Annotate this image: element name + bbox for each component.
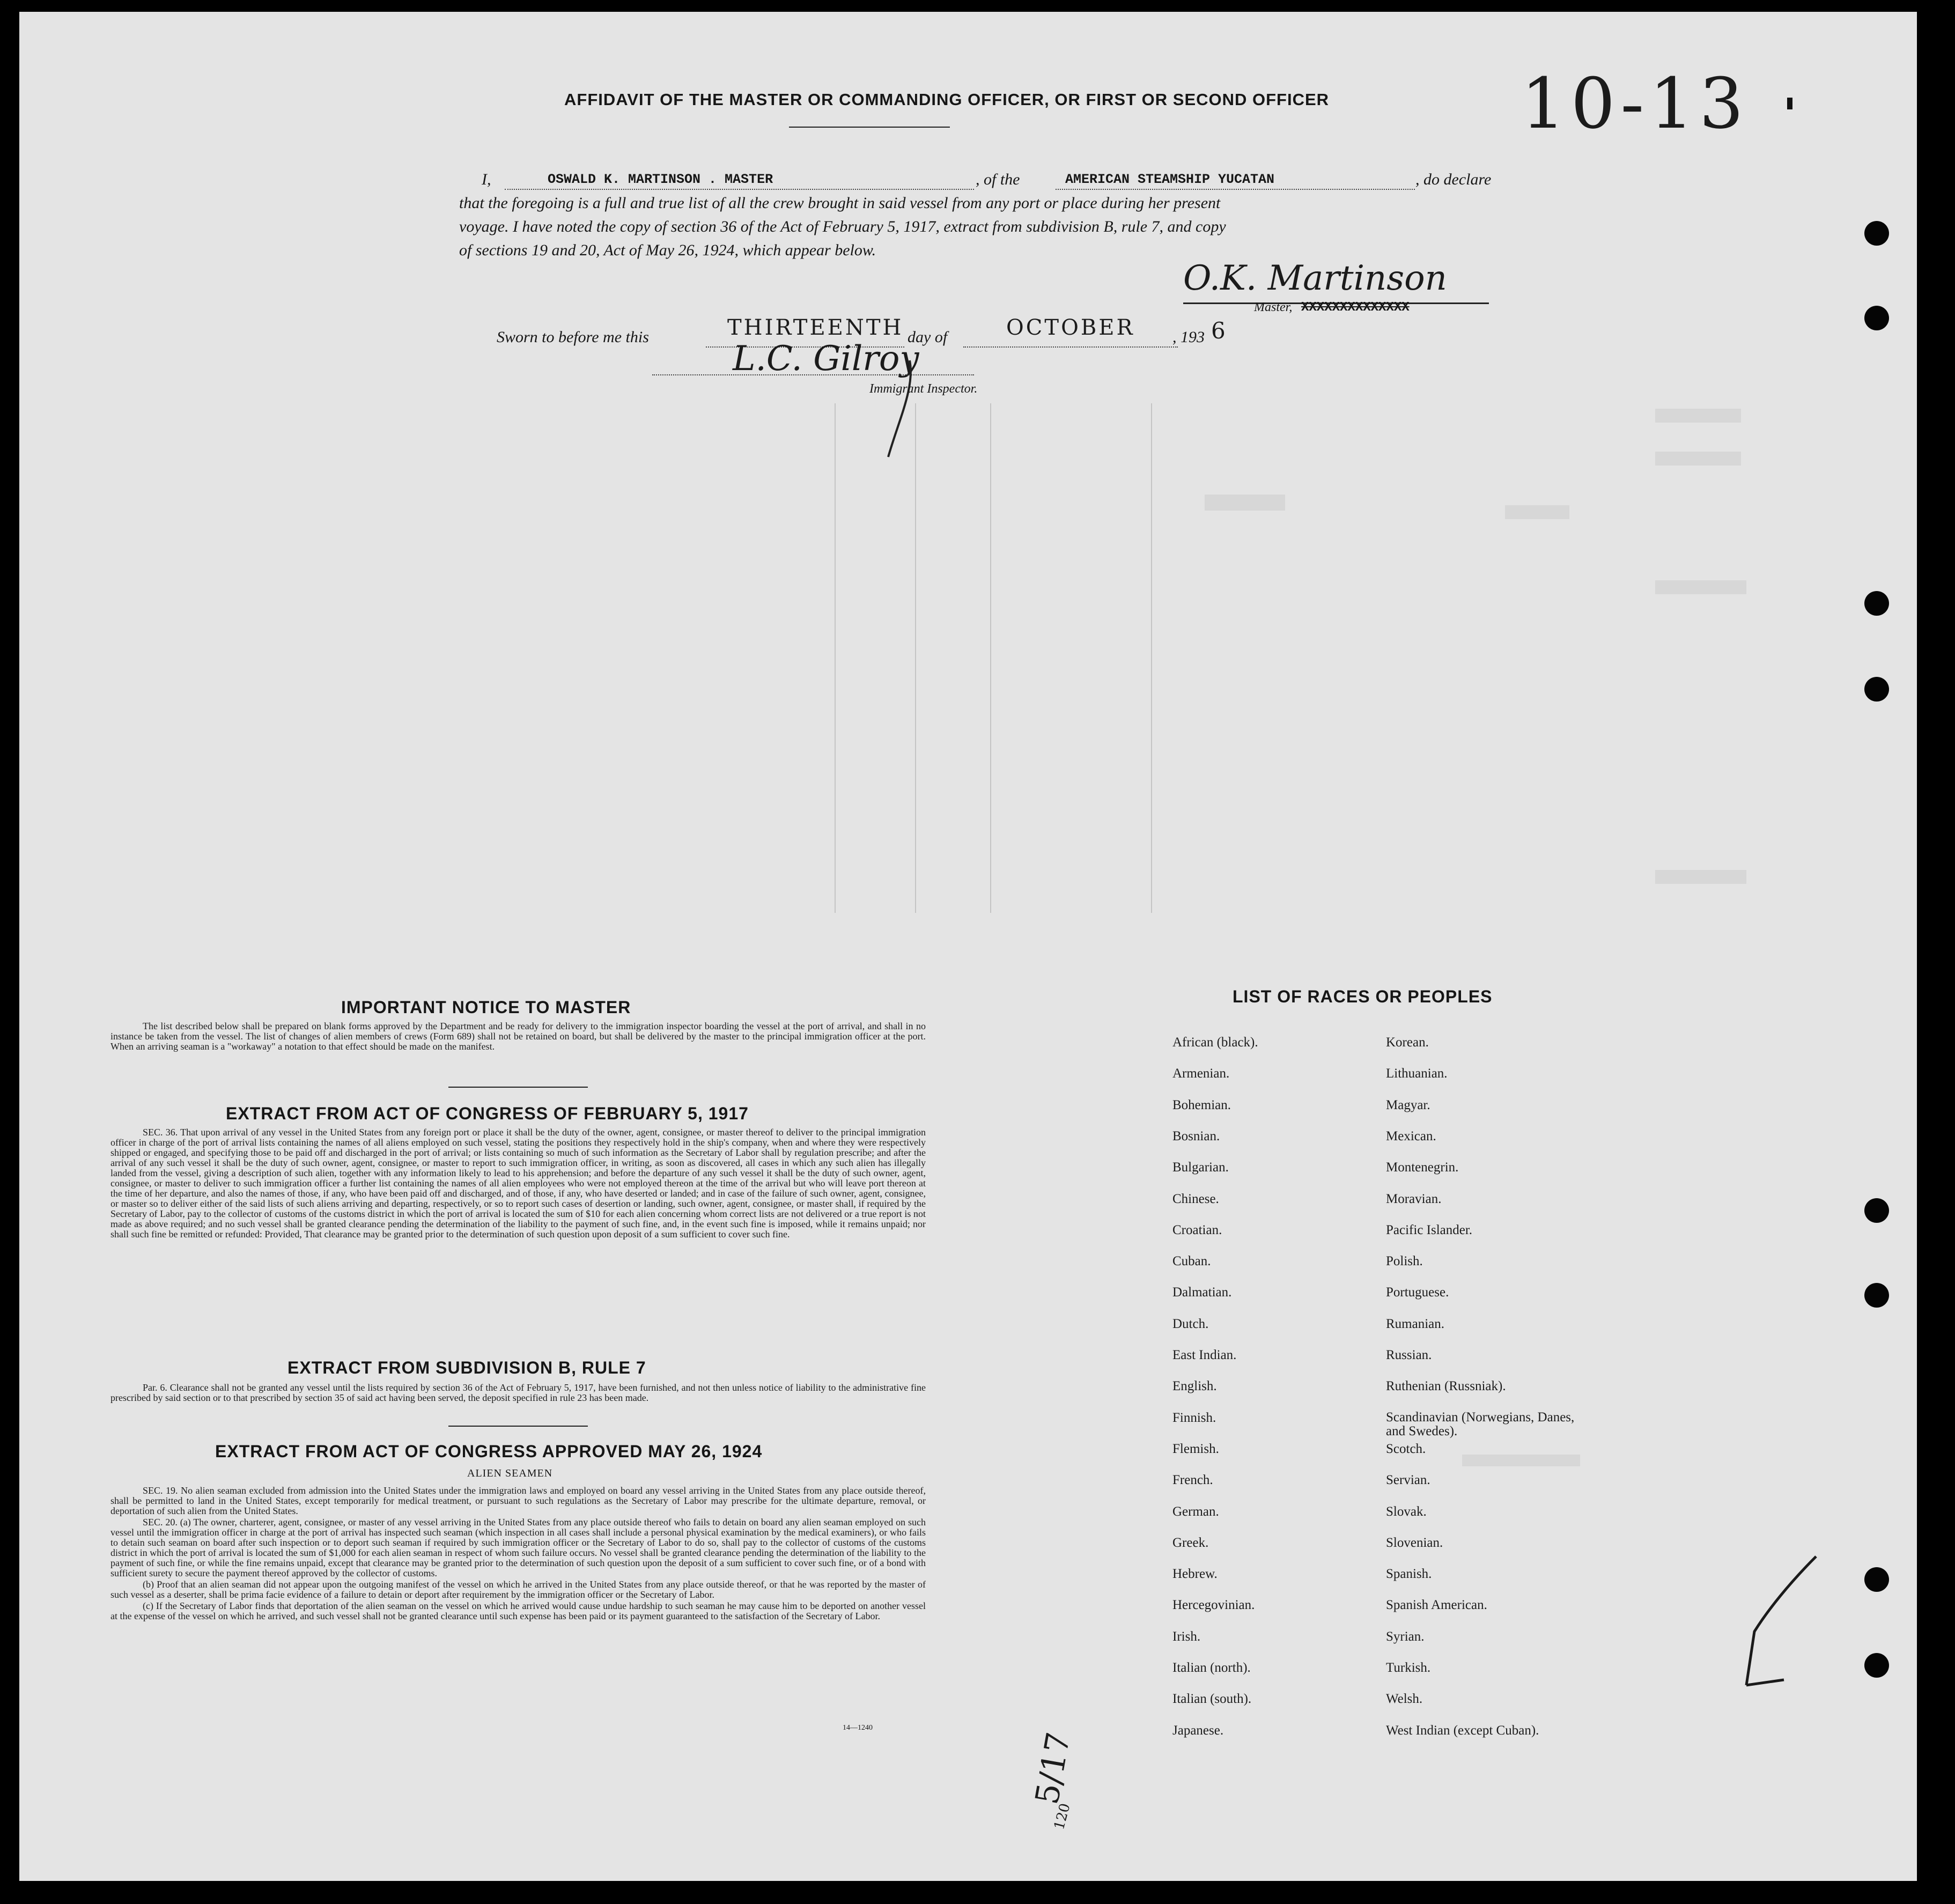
vessel-fill-line (1056, 189, 1415, 190)
race-item: Dalmatian. (1172, 1285, 1232, 1300)
punch-hole (1864, 1653, 1889, 1678)
race-item: Scandinavian (Norwegians, Danes, and Swedes). (1386, 1409, 1575, 1438)
master-label: Master, (1254, 300, 1293, 314)
race-item: Italian (north). (1172, 1661, 1251, 1675)
master-signature: O.K. Martinson (1183, 259, 1447, 298)
month-handwritten: OCTOBER (1006, 315, 1135, 340)
divider (789, 127, 950, 128)
race-item: Cuban. (1172, 1254, 1211, 1269)
name-fill-line (505, 189, 974, 190)
struck-title: XXXXXXXXXXXXXX (1301, 300, 1410, 315)
race-item: Croatian. (1172, 1222, 1222, 1237)
race-item: Bohemian. (1172, 1097, 1231, 1112)
punch-hole (1864, 677, 1889, 702)
races-title: LIST OF RACES OR PEOPLES (1233, 987, 1493, 1006)
race-item: Ruthenian (Russniak). (1386, 1379, 1506, 1394)
act-1924-body: SEC. 19. No alien seaman excluded from admission into the United States under the immigration laws and employed on board any vessel arriving in the United States from any place outside thereof, shall be permitted to land in the United States, except temporarily for medical treatment, or pursuant to such regulations as the Secretary of Labor may prescribe for the ultimate departure, removal, or deportation of such alien from the United States. SEC. 20. (a) The owner, charterer, agent, consignee, or master of any vessel arriving in the United States from any place outside thereof who fails to detain on board any alien seaman employed on such vessel until the immigration officer in charge at the port of arrival has inspected such seaman (which inspection in all cases shall include a personal physical examination by the medical examiners), or who fails to detain such seaman on board after such inspection or to deport such seaman if required by such immigration officer or the Secretary of Labor to do so, shall pay to the collector of customs of the customs district in which the port of arrival is located the sum of $1,000 for each alien seaman in respect of whom such failure occurs. No vessel shall be granted clearance pending the determination of the liability to the payment of such fine, or while the fine remains unpaid, except that clearance may be granted prior to the determination of such question upon the deposit of a sum sufficient to cover such fine, or of a bond with sufficient surety to secure the payment thereof approved by the collector of customs. (b) Proof that an alien seaman did not appear upon the outgoing manifest of the vessel on which he arrived in the United States from any place outside thereof, or that he was reported by the master of such vessel as a deserter, shall be prima facie evidence of a failure to detain or deport after requirement by the immigration officer or the Secretary of Labor. (c) If the Secretary of Labor finds that deportation of the alien seaman on the vessel on which he arrived would cause undue hardship to such seaman he may cause him to be deported on another vessel at the expense of the vessel on which he arrived, and such vessel shall not be granted clearance until such expense has been paid or its payment guaranteed to the satisfaction of the Secretary of Labor. (110, 1485, 926, 1621)
inspector-fill-line (652, 374, 974, 375)
race-item: Pacific Islander. (1386, 1222, 1473, 1237)
act-1917-title: EXTRACT FROM ACT OF CONGRESS OF FEBRUARY 5, 1917 (226, 1104, 749, 1123)
ink-mark (1787, 98, 1792, 109)
race-item: Greek. (1172, 1535, 1209, 1550)
race-item: Magyar. (1386, 1097, 1430, 1112)
day-handwritten: THIRTEENTH (727, 315, 904, 340)
race-item: Slovak. (1386, 1504, 1427, 1519)
document-page (19, 12, 1917, 1881)
race-item: German. (1172, 1504, 1219, 1519)
race-item: Polish. (1386, 1254, 1423, 1269)
signature-flourish (877, 355, 926, 462)
act-1924-title: EXTRACT FROM ACT OF CONGRESS APPROVED MAY 26, 1924 (215, 1442, 763, 1461)
handwritten-check-mark (1725, 1546, 1832, 1696)
race-item: East Indian. (1172, 1348, 1237, 1362)
race-item: Japanese. (1172, 1723, 1224, 1738)
race-item: Russian. (1386, 1348, 1432, 1362)
act-1917-body: SEC. 36. That upon arrival of any vessel in the United States from any foreign port or place it shall be the duty of the owner, agent, consignee, or master thereof to deliver to the principal immigration officer in charge of the port of arrival lists containing the names of all aliens employed on such vessel, stating the positions they respectively hold in the ship's company, when and where they were respectively shipped or engaged, and specifying those to be paid off and discharged in the port of arrival; or lists containing so much of such information as the Secretary of Labor shall by regulation prescribe; and after the arrival of any such vessel it shall be the duty of such owner, agent, consignee, or master to report to such immigration officer, in writing, as soon as discovered, all cases in which any such alien has illegally landed from the vessel, giving a description of such alien, together with any information likely to lead to his apprehension; and before the departure of any such vessel it shall be the duty of such owner, agent, consignee, or master to deliver to such immigration officer a further list containing the names of all alien employees who were not employed thereon at the time of the arrival but who will leave port thereon at the time of her departure, and also the names of those, if any, who have been paid off and discharged, and of those, if any, who have deserted or landed; and in case of the failure of such owner, agent, consignee, or master so to deliver either of the said lists of such aliens arriving and departing, respectively, or so to report such cases of desertion or landing, such owner, agent, consignee, or master shall, if required by the Secretary of Labor, pay to the collector of customs of the customs district in which the port of arrival is located the sum of $10 for each alien concerning whom correct lists are not delivered or a true report is not made as above required; and no such vessel shall be granted clearance pending the determination of the liability to the payment of such fine, and, in the event such fine is imposed, while it remains unpaid; nor shall such fine be remitted or refunded: Provided, That clearance may be granted prior to the determination of such question upon deposit of a sum sufficient to cover such fine. (110, 1127, 926, 1239)
handwritten-number: 10-13 (1521, 63, 1749, 144)
race-item: Irish. (1172, 1629, 1201, 1644)
affidavit-line-4: of sections 19 and 20, Act of May 26, 1924, which appear below. (459, 241, 876, 259)
affidavit-line-2: that the foregoing is a full and true list of all the crew brought in said vessel from any port or place during her present (459, 194, 1221, 212)
notice-title: IMPORTANT NOTICE TO MASTER (341, 998, 631, 1017)
affidavit-line-3: voyage. I have noted the copy of section 36 of the Act of February 5, 1917, extract from subdivision B, rule 7, and copy (459, 218, 1226, 235)
year-prefix: , 193 (1172, 328, 1205, 346)
handwritten-fraction: 5/17 (1028, 1729, 1078, 1807)
race-item: Finnish. (1172, 1410, 1216, 1425)
race-item: Montenegrin. (1386, 1160, 1459, 1175)
handwritten-small-number: 120 (1051, 1802, 1074, 1832)
inspector-signature: L.C. Gilroy (733, 339, 919, 379)
race-item: Syrian. (1386, 1629, 1425, 1644)
master-name-field: OSWALD K. MARTINSON . MASTER (548, 172, 773, 187)
month-fill-line (963, 346, 1178, 348)
race-item: Bulgarian. (1172, 1160, 1229, 1175)
race-item: Hercegovinian. (1172, 1598, 1255, 1613)
race-item: Italian (south). (1172, 1692, 1252, 1707)
form-number: 14—1240 (843, 1724, 873, 1732)
race-item: Scotch. (1386, 1441, 1426, 1456)
race-item: French. (1172, 1473, 1213, 1488)
rule-7-title: EXTRACT FROM SUBDIVISION B, RULE 7 (287, 1358, 646, 1377)
divider (448, 1087, 588, 1088)
race-item: Korean. (1386, 1035, 1429, 1050)
race-item: Lithuanian. (1386, 1066, 1448, 1081)
punch-hole (1864, 1283, 1889, 1308)
notice-body: The list described below shall be prepared on blank forms approved by the Department and be ready for delivery to the immigration inspector boarding the vessel at the port of arrival, and shall in no instance be taken from the vessel. The list of changes of alien members of crews (Form 689) shall not be retained on board, but shall be delivered by the master to the principal immigration officer at the port. When an arriving seaman is a "workaway" a notation to that effect should be made on the manifest. (110, 1021, 926, 1052)
race-item: Moravian. (1386, 1191, 1442, 1206)
punch-hole (1864, 1198, 1889, 1223)
vessel-name-field: AMERICAN STEAMSHIP YUCATAN (1065, 172, 1275, 187)
race-item: African (black). (1172, 1035, 1258, 1050)
race-item: Portuguese. (1386, 1285, 1449, 1300)
race-item: English. (1172, 1379, 1217, 1394)
race-item: Bosnian. (1172, 1128, 1220, 1143)
of-the-text: , of the (976, 171, 1020, 188)
race-item: Turkish. (1386, 1661, 1431, 1675)
race-item: Welsh. (1386, 1692, 1423, 1707)
race-item: Hebrew. (1172, 1567, 1218, 1582)
race-item: Flemish. (1172, 1441, 1219, 1456)
inspector-label: Immigrant Inspector. (869, 382, 978, 396)
race-item: Slovenian. (1386, 1535, 1443, 1550)
race-item: Chinese. (1172, 1191, 1219, 1206)
race-item: Servian. (1386, 1473, 1430, 1488)
punch-hole (1864, 221, 1889, 246)
declare-text: , do declare (1415, 171, 1492, 188)
race-item: Spanish. (1386, 1567, 1432, 1582)
affidavit-title: AFFIDAVIT OF THE MASTER OR COMMANDING OFFICER, OR FIRST OR SECOND OFFICER (564, 90, 1330, 109)
act-1924-subtitle: ALIEN SEAMEN (467, 1467, 553, 1479)
day-of-text: day of (908, 328, 948, 346)
rule-7-body: Par. 6. Clearance shall not be granted any vessel until the lists required by section 36 of the Act of February 5, 1917, have been furnished, and not then unless notice of liability to the administrative fine prescribed by said section or to that prescribed by section 35 of said act having been served, the deposit specified in rule 23 has been made. (110, 1382, 926, 1403)
divider (448, 1426, 588, 1427)
race-item: Rumanian. (1386, 1316, 1445, 1331)
race-item: Dutch. (1172, 1316, 1209, 1331)
affidavit-i: I, (482, 171, 491, 188)
race-item: Mexican. (1386, 1128, 1436, 1143)
race-item: Armenian. (1172, 1066, 1230, 1081)
punch-hole (1864, 591, 1889, 616)
sworn-text: Sworn to before me this (497, 328, 649, 346)
race-item: West Indian (except Cuban). (1386, 1723, 1539, 1738)
punch-hole (1864, 1567, 1889, 1592)
year-handwritten: 6 (1211, 318, 1226, 344)
race-item: Spanish American. (1386, 1598, 1487, 1613)
punch-hole (1864, 306, 1889, 330)
